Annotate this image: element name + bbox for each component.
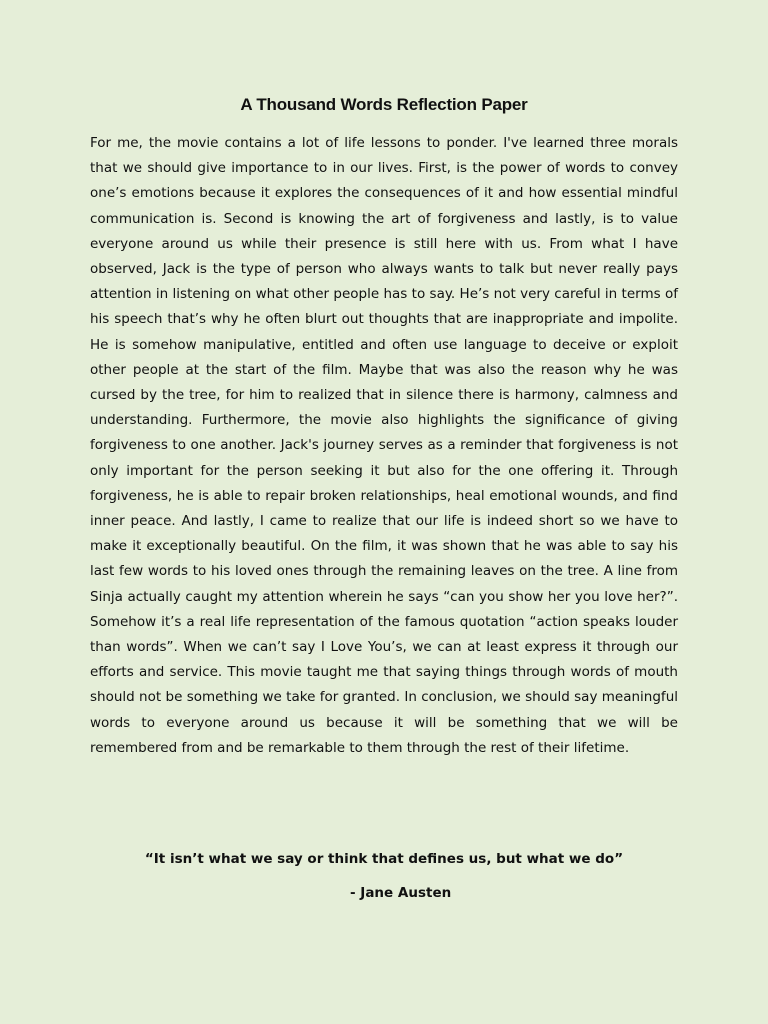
closing-quote: “It isn’t what we say or think that defines us, but what we do” (144, 851, 624, 867)
quote-author: - Jane Austen (350, 885, 452, 901)
reflection-paragraph-text: For me, the movie contains a lot of life lessons to ponder. I've learned three morals that we should give importance to in our lives. First, is the power of words to convey one’s emotions because it explores the consequences of it and how essential mindful communication is. Second is knowing the art of forgiveness and lastly, is to value everyone around us while their presence is still here with us. From what I have observed, Jack is the type of person who always wants to talk but never really pays attention in listening on what other people has to say. He’s not very careful in terms of his speech that’s why he often blurt out thoughts that are inappropriate and impolite. He is somehow manipulative, entitled and often use language to deceive or exploit other people at the start of the film. Maybe that was also the reason why he was cursed by the tree, for him to realized that in silence there is harmony, calmness and understanding. Furthermore, the movie also highlights the significance of giving forgiveness to one another. Jack's journey serves as a reminder that forgiveness is not only important for the person seeking it but also for the one offering it. Through forgiveness, he is able to repair broken relationships, heal emotional wounds, and find inner peace. And lastly, I came to realize that our life is indeed short so we have to make it exceptionally beautiful. On the film, it was shown that he was able to say his last few words to his loved ones through the remaining leaves on the tree. A line from Sinja actually caught my attention wherein he says “can you show her you love her?”. Somehow it’s a real life representation of the famous quotation “action speaks louder than words”. When we can’t say I Love You’s, we can at least express it through our efforts and service. This movie taught me that saying things through words of mouth should not be something we take for granted. In conclusion, we should say meaningful words to everyone around us because it will be something that we will be remembered from and be remarkable to them through the rest of their lifetime. (90, 135, 678, 756)
reflection-paragraph (90, 131, 678, 761)
document-title: A Thousand Words Reflection Paper (240, 95, 528, 114)
